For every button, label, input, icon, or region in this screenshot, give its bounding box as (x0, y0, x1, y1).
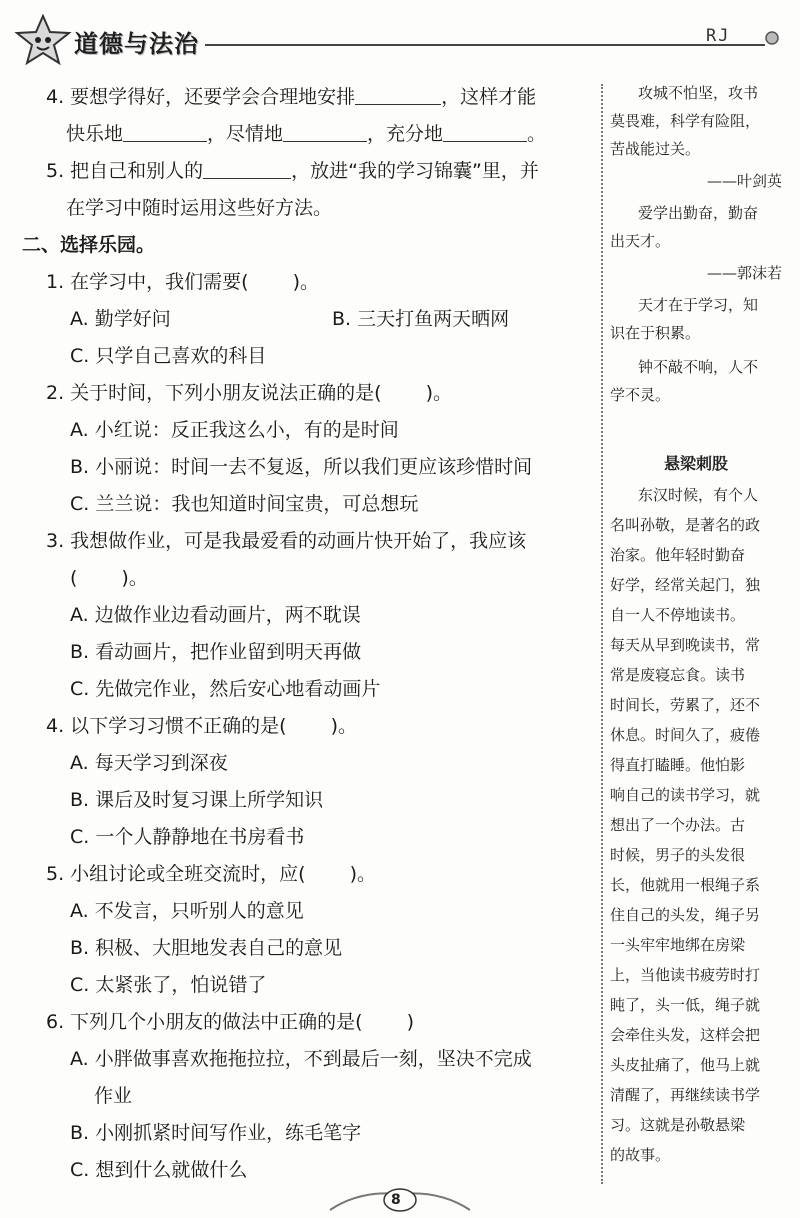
question-2-option-b: B. 小丽说：时间一去不复返，所以我们更应该珍惜时间 (70, 456, 533, 478)
story-title: 悬梁刺股 (663, 454, 728, 473)
question-close: )。 (292, 271, 320, 293)
fill-question-4-line-2 (66, 125, 546, 144)
text-segment: 快乐地 (66, 123, 124, 145)
question-2-stem (46, 384, 452, 403)
story-line: 想出了一个办法。古 (610, 816, 746, 834)
question-close: )。 (425, 382, 453, 404)
text-segment: 。 (527, 123, 547, 145)
question-2-option-a: A. 小红说：反正我这么小，有的是时间 (70, 419, 399, 441)
exercise-column (22, 78, 597, 1188)
decorative-star-icon (760, 26, 784, 50)
story-line: 住自己的头发，绳子另 (610, 906, 761, 924)
quote-line: 学不灵。 (610, 386, 671, 404)
question-1-option-a: A. 勤学好问 (70, 308, 171, 330)
story-line: 盹了，头一低，绳子就 (610, 996, 761, 1014)
question-6-option-a: A. 小胖做事喜欢拖拖拉拉，不到最后一刻，坚决不完成 (70, 1048, 532, 1070)
story-line: 得直打瞌睡。他怕影 (610, 756, 746, 774)
question-1-stem (46, 273, 319, 292)
story-line: 会牵住头发，这样会把 (610, 1026, 761, 1044)
story-line: 长，他就用一根绳子系 (610, 876, 761, 894)
story-line: 时间长，劳累了，还不 (610, 696, 761, 714)
question-1-option-c: C. 只学自己喜欢的科目 (70, 345, 267, 367)
question-5-stem (46, 865, 376, 884)
question-4-option-c: C. 一个人静静地在书房看书 (70, 826, 305, 848)
quote-author: ——郭沫若 (706, 264, 782, 282)
story-line: 清醒了，再继续读书学 (610, 1086, 761, 1104)
question-6-option-a-continued: 作业 (94, 1085, 133, 1107)
question-2-option-c: C. 兰兰说：我也知道时间宝贵，可总想玩 (70, 493, 419, 515)
page-header (0, 0, 800, 80)
question-5-option-c: C. 太紧张了，怕说错了 (70, 974, 267, 996)
question-text: 1. 在学习中，我们需要( (46, 271, 249, 293)
question-open: ( (70, 567, 78, 589)
question-6-option-b: B. 小刚抓紧时间写作业，练毛笔字 (70, 1122, 362, 1144)
story-line: 的故事。 (610, 1146, 671, 1164)
quote-author: ——叶剑英 (706, 172, 782, 190)
header-rule (205, 44, 765, 46)
text-segment: ，充分地 (367, 123, 444, 145)
story-line: 常是废寝忘食。读书 (610, 666, 746, 684)
answer-blank[interactable] (355, 103, 441, 105)
question-close: )。 (330, 715, 358, 737)
question-3-option-b: B. 看动画片，把作业留到明天再做 (70, 641, 362, 663)
question-text: 5. 小组讨论或全班交流时，应( (46, 863, 306, 885)
story-line: 上，当他读书疲劳时打 (610, 966, 761, 984)
story-line: 治家。他年轻时勤奋 (610, 546, 746, 564)
question-5-option-b: B. 积极、大胆地发表自己的意见 (70, 937, 343, 959)
fill-question-5-line-1 (46, 162, 539, 181)
quote-line: 天才在于学习，知 (638, 296, 759, 314)
question-3-stem: 3. 我想做作业，可是我最爱看的动画片快开始了，我应该 (46, 530, 527, 552)
question-text: 4. 以下学习习惯不正确的是( (46, 715, 287, 737)
quote-line: 攻城不怕坚，攻书 (638, 84, 759, 102)
fill-question-5-line-2: 在学习中随时运用这些好方法。 (66, 197, 333, 219)
text-segment: ，这样才能 (441, 86, 537, 108)
question-4-stem (46, 717, 357, 736)
question-6-option-c: C. 想到什么就做什么 (70, 1159, 248, 1181)
story-line: 头皮扯痛了，他马上就 (610, 1056, 761, 1074)
story-line: 好学，经常关起门，独 (610, 576, 761, 594)
question-3-option-a: A. 边做作业边看动画片，两不耽误 (70, 604, 361, 626)
question-3-answer-line (70, 569, 148, 588)
answer-blank[interactable] (123, 140, 207, 142)
question-text: 6. 下列几个小朋友的做法中正确的是( (46, 1011, 363, 1033)
text-segment: ，放进“我的学习锦囊”里，并 (291, 160, 539, 182)
question-close: )。 (349, 863, 377, 885)
question-3-option-c: C. 先做完作业，然后安心地看动画片 (70, 678, 381, 700)
quote-line: 出天才。 (610, 232, 671, 250)
story-line: 自一人不停地读书。 (610, 606, 746, 624)
fill-question-4-line-1 (46, 88, 536, 107)
answer-blank[interactable] (443, 140, 527, 142)
story-line: 东汉时候，有个人 (638, 486, 759, 504)
edition-label: RJ (706, 26, 731, 46)
question-1-option-b: B. 三天打鱼两天晒网 (332, 308, 510, 330)
quote-line: 苦战能过关。 (610, 140, 701, 158)
story-line: 每天从早到晚读书，常 (610, 636, 761, 654)
question-4-option-a: A. 每天学习到深夜 (70, 752, 228, 774)
page-number: 8 (391, 1192, 401, 1208)
star-mascot-icon (14, 14, 72, 66)
story-line: 名叫孙敬，是著名的政 (610, 516, 761, 534)
text-segment: ，尽情地 (207, 123, 284, 145)
text-segment: 5. 把自己和别人的 (46, 160, 204, 182)
story-line: 一头牢牢地绑在房梁 (610, 936, 746, 954)
question-text: 2. 关于时间，下列小朋友说法正确的是( (46, 382, 382, 404)
story-line: 休息。时间久了，疲倦 (610, 726, 761, 744)
question-close: ) (406, 1011, 415, 1033)
sidebar-reading (610, 78, 792, 1188)
question-6-stem (46, 1013, 414, 1032)
answer-blank[interactable] (283, 140, 367, 142)
text-segment: 4. 要想学得好，还要学会合理地安排 (46, 86, 356, 108)
story-line: 响自己的读书学习，就 (610, 786, 761, 804)
answer-blank[interactable] (203, 177, 291, 179)
quote-line: 爱学出勤奋，勤奋 (638, 204, 759, 222)
quote-line: 钟不敲不响，人不 (638, 358, 759, 376)
column-divider (601, 84, 604, 1184)
question-close: )。 (121, 567, 148, 589)
story-line: 习。这就是孙敬悬梁 (610, 1116, 746, 1134)
story-line: 时候，男子的头发很 (610, 846, 746, 864)
question-4-option-b: B. 课后及时复习课上所学知识 (70, 789, 324, 811)
subject-title: 道德与法治 (74, 30, 199, 58)
section-2-title: 二、选择乐园。 (22, 234, 156, 256)
quote-line: 莫畏难，科学有险阻， (610, 112, 761, 130)
quote-line: 识在于积累。 (610, 324, 701, 342)
question-5-option-a: A. 不发言，只听别人的意见 (70, 900, 304, 922)
